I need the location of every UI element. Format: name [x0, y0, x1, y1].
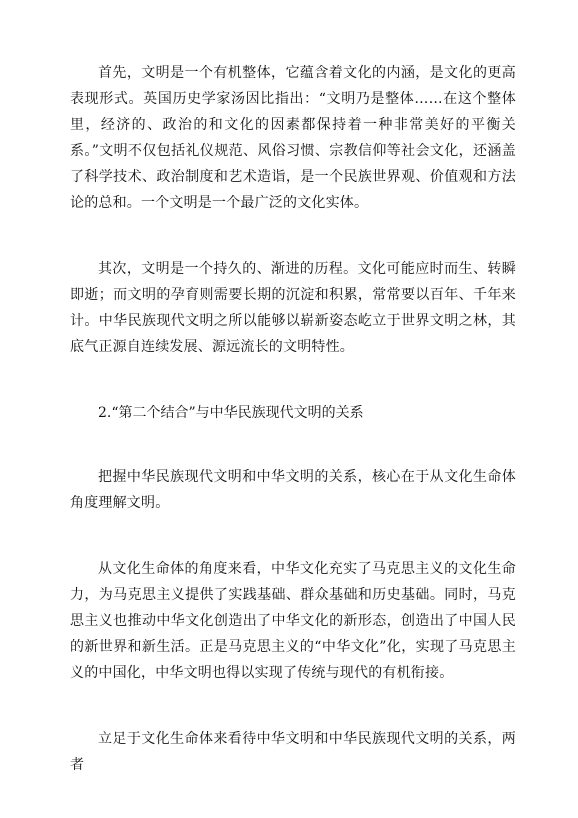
paragraph-conclusion-start: 立足于文化生命体来看待中华文明和中华民族现代文明的关系，两者 [70, 731, 516, 773]
paragraph-cultural-life: 从文化生命体的角度来看，中华文化充实了马克思主义的文化生命力，为马克思主义提供了实践基础、群众基础和历史基础。同时，马克思主义也推动中华文化创造出了中华文化的新形态，创造出了中国人民的新世界和新生活。正是马克思主义的“中华文化”化，实现了马克思主义的中国化，中华文明也得以实现了传统与现代的有机衔接。 [70, 561, 516, 681]
paragraph-relationship-core: 把握中华民族现代文明和中华文明的关系，核心在于从文化生命体角度理解文明。 [70, 469, 516, 511]
paragraph-civilization-process: 其次，文明是一个持久的、渐进的历程。文化可能应时而生、转瞬即逝；而文明的孕育则需要长期的沉淀和积累，常常要以百年、千年来计。中华民族现代文明之所以能够以崭新姿态屹立于世界文明之林，其底气正源自连续发展、源远流长的文明特性。 [70, 261, 516, 355]
document-page [70, 60, 516, 778]
section-heading: 2.“第二个结合”与中华民族现代文明的关系 [98, 405, 364, 421]
paragraph-civilization-whole: 首先，文明是一个有机整体，它蕴含着文化的内涵，是文化的更高表现形式。英国历史学家汤因比指出：“文明乃是整体……在这个整体里，经济的、政治的和文化的因素都保持着一种非常美好的平衡关系。”文明不仅包括礼仪规范、风俗习惯、宗教信仰等社会文化，还涵盖了科学技术、政治制度和艺术造诣，是一个民族世界观、价值观和方法论的总和。一个文明是一个最广泛的文化实体。 [70, 65, 516, 211]
